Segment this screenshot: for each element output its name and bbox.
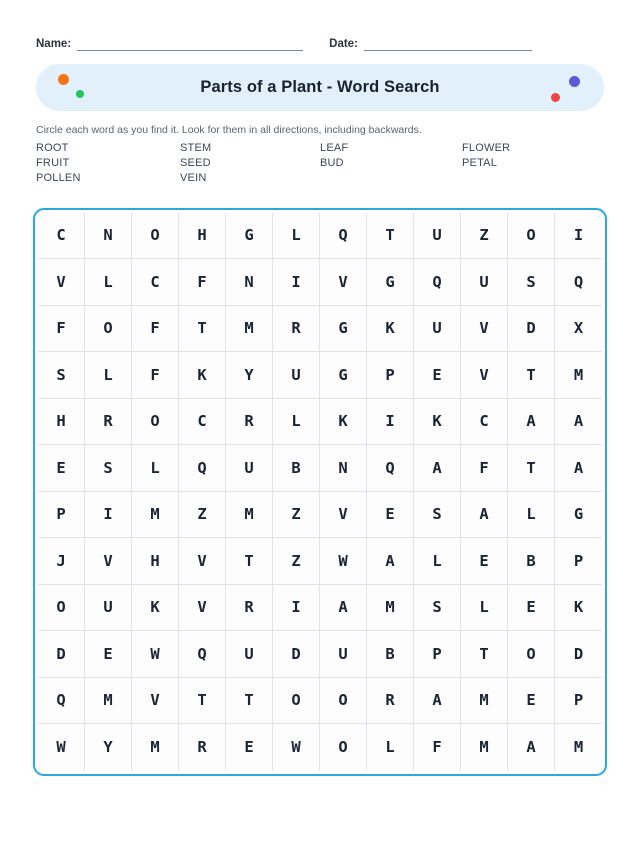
word-list-item[interactable]: LEAF	[320, 142, 349, 154]
grid-cell[interactable]: B	[273, 445, 320, 492]
grid-cell[interactable]: L	[367, 724, 414, 771]
grid-cell[interactable]: Q	[179, 445, 226, 492]
word-search-grid-container	[33, 208, 607, 776]
grid-cell[interactable]: O	[132, 399, 179, 446]
grid-cell[interactable]: L	[414, 538, 461, 585]
grid-cell[interactable]: W	[273, 724, 320, 771]
word-search-grid[interactable]	[38, 213, 602, 771]
grid-cell[interactable]: G	[320, 306, 367, 353]
grid-cell[interactable]: F	[132, 306, 179, 353]
grid-cell[interactable]: K	[320, 399, 367, 446]
grid-cell[interactable]: E	[85, 631, 132, 678]
grid-cell[interactable]: Z	[273, 538, 320, 585]
grid-cell[interactable]: T	[179, 678, 226, 725]
page-title: Parts of a Plant - Word Search	[200, 78, 440, 96]
grid-cell[interactable]: Q	[367, 445, 414, 492]
grid-cell[interactable]: T	[508, 352, 555, 399]
grid-cell[interactable]: A	[508, 399, 555, 446]
grid-cell[interactable]: A	[414, 678, 461, 725]
grid-cell[interactable]: A	[461, 492, 508, 539]
grid-cell[interactable]: R	[367, 678, 414, 725]
word-list-item[interactable]: ROOT	[36, 142, 69, 154]
grid-cell[interactable]: A	[508, 724, 555, 771]
grid-cell[interactable]: V	[461, 352, 508, 399]
grid-cell[interactable]: O	[273, 678, 320, 725]
grid-cell[interactable]: Z	[273, 492, 320, 539]
grid-cell[interactable]: T	[226, 678, 273, 725]
grid-cell[interactable]: Z	[179, 492, 226, 539]
grid-cell[interactable]: C	[38, 213, 85, 260]
grid-cell[interactable]: V	[461, 306, 508, 353]
grid-cell[interactable]: Y	[226, 352, 273, 399]
grid-cell[interactable]: I	[273, 585, 320, 632]
grid-cell[interactable]: A	[367, 538, 414, 585]
grid-cell[interactable]: S	[414, 492, 461, 539]
grid-cell[interactable]: J	[38, 538, 85, 585]
grid-cell[interactable]: V	[85, 538, 132, 585]
grid-cell[interactable]: W	[38, 724, 85, 771]
date-label: Date:	[329, 38, 358, 50]
grid-cell[interactable]: E	[367, 492, 414, 539]
word-list-item[interactable]: STEM	[180, 142, 212, 154]
grid-cell[interactable]: Q	[320, 213, 367, 260]
grid-cell[interactable]: Q	[179, 631, 226, 678]
grid-cell[interactable]: E	[226, 724, 273, 771]
grid-cell[interactable]: P	[414, 631, 461, 678]
grid-cell[interactable]: D	[508, 306, 555, 353]
grid-cell[interactable]: S	[38, 352, 85, 399]
grid-cell[interactable]: S	[508, 259, 555, 306]
grid-cell[interactable]: F	[414, 724, 461, 771]
grid-cell[interactable]: Y	[85, 724, 132, 771]
grid-cell[interactable]: T	[461, 631, 508, 678]
grid-cell[interactable]: W	[320, 538, 367, 585]
grid-cell[interactable]: G	[320, 352, 367, 399]
grid-cell[interactable]: P	[555, 678, 602, 725]
grid-cell[interactable]: M	[226, 306, 273, 353]
grid-cell[interactable]: U	[226, 631, 273, 678]
grid-cell[interactable]: X	[555, 306, 602, 353]
grid-cell[interactable]: T	[508, 445, 555, 492]
grid-cell[interactable]: A	[320, 585, 367, 632]
grid-cell[interactable]: N	[226, 259, 273, 306]
grid-cell[interactable]: R	[85, 399, 132, 446]
grid-cell[interactable]: I	[85, 492, 132, 539]
grid-cell[interactable]: D	[273, 631, 320, 678]
grid-cell[interactable]: P	[38, 492, 85, 539]
grid-cell[interactable]: W	[132, 631, 179, 678]
grid-cell[interactable]: M	[226, 492, 273, 539]
grid-cell[interactable]: O	[132, 213, 179, 260]
grid-cell[interactable]: T	[179, 306, 226, 353]
grid-cell[interactable]: P	[367, 352, 414, 399]
grid-cell[interactable]: U	[414, 213, 461, 260]
grid-cell[interactable]: K	[367, 306, 414, 353]
grid-cell[interactable]: M	[461, 678, 508, 725]
grid-cell[interactable]: Q	[38, 678, 85, 725]
blue-dot-icon	[569, 76, 580, 87]
word-list-item[interactable]: FRUIT	[36, 157, 70, 170]
grid-cell[interactable]: R	[273, 306, 320, 353]
grid-cell[interactable]: C	[461, 399, 508, 446]
grid-cell[interactable]: M	[461, 724, 508, 771]
grid-cell[interactable]: K	[414, 399, 461, 446]
grid-cell[interactable]: E	[508, 585, 555, 632]
grid-cell[interactable]: O	[320, 678, 367, 725]
grid-cell[interactable]: B	[367, 631, 414, 678]
grid-cell[interactable]: M	[555, 352, 602, 399]
grid-cell[interactable]: U	[273, 352, 320, 399]
instructions-text: Circle each word as you find it. Look for them in all directions, including backwards.	[36, 124, 422, 136]
grid-cell[interactable]: H	[179, 213, 226, 260]
grid-cell[interactable]: H	[38, 399, 85, 446]
grid-cell[interactable]: L	[85, 352, 132, 399]
grid-cell[interactable]: F	[132, 352, 179, 399]
grid-cell[interactable]: E	[38, 445, 85, 492]
grid-cell[interactable]: U	[461, 259, 508, 306]
grid-cell[interactable]: U	[320, 631, 367, 678]
grid-cell[interactable]: G	[367, 259, 414, 306]
grid-cell[interactable]: M	[367, 585, 414, 632]
grid-cell[interactable]: U	[226, 445, 273, 492]
grid-cell[interactable]: A	[414, 445, 461, 492]
grid-cell[interactable]: Q	[414, 259, 461, 306]
grid-cell[interactable]: K	[132, 585, 179, 632]
grid-cell[interactable]: E	[461, 538, 508, 585]
date-write-line[interactable]	[364, 37, 532, 51]
grid-cell[interactable]: P	[555, 538, 602, 585]
word-list-item[interactable]: POLLEN	[36, 172, 81, 185]
grid-cell[interactable]: V	[320, 492, 367, 539]
grid-cell[interactable]: D	[555, 631, 602, 678]
grid-cell[interactable]: L	[132, 445, 179, 492]
grid-cell[interactable]: E	[414, 352, 461, 399]
grid-cell[interactable]: O	[508, 631, 555, 678]
grid-cell[interactable]: L	[508, 492, 555, 539]
grid-cell[interactable]: K	[179, 352, 226, 399]
grid-cell[interactable]: I	[555, 213, 602, 260]
grid-cell[interactable]: M	[85, 678, 132, 725]
word-list-item[interactable]: PETAL	[462, 157, 498, 170]
grid-cell[interactable]: O	[85, 306, 132, 353]
grid-cell[interactable]: M	[132, 492, 179, 539]
green-dot-icon	[76, 90, 84, 98]
word-list-item[interactable]: VEIN	[180, 172, 207, 185]
grid-cell[interactable]: T	[226, 538, 273, 585]
grid-cell[interactable]: E	[508, 678, 555, 725]
word-list-item[interactable]: BUD	[320, 157, 344, 170]
name-write-line[interactable]	[77, 37, 303, 51]
grid-cell[interactable]: F	[461, 445, 508, 492]
grid-cell[interactable]: R	[226, 585, 273, 632]
grid-cell[interactable]: F	[179, 259, 226, 306]
grid-cell[interactable]: R	[179, 724, 226, 771]
grid-cell[interactable]: V	[132, 678, 179, 725]
title-banner	[36, 64, 604, 111]
grid-cell[interactable]: V	[179, 538, 226, 585]
orange-dot-icon	[58, 74, 69, 85]
name-label: Name:	[36, 38, 72, 50]
grid-cell[interactable]: V	[38, 259, 85, 306]
date-field-group	[329, 37, 532, 51]
grid-cell[interactable]: C	[132, 259, 179, 306]
grid-cell[interactable]: T	[367, 213, 414, 260]
word-list-item[interactable]: SEED	[180, 157, 211, 170]
grid-cell[interactable]: O	[320, 724, 367, 771]
grid-cell[interactable]: O	[38, 585, 85, 632]
grid-cell[interactable]: G	[226, 213, 273, 260]
grid-cell[interactable]: B	[508, 538, 555, 585]
grid-cell[interactable]: O	[508, 213, 555, 260]
word-list	[36, 141, 604, 187]
grid-cell[interactable]: Z	[461, 213, 508, 260]
grid-cell[interactable]: U	[85, 585, 132, 632]
worksheet-page	[0, 31, 640, 860]
grid-cell[interactable]: R	[226, 399, 273, 446]
grid-cell[interactable]: I	[367, 399, 414, 446]
grid-cell[interactable]: L	[273, 213, 320, 260]
grid-cell[interactable]: D	[38, 631, 85, 678]
grid-cell[interactable]: M	[132, 724, 179, 771]
grid-cell[interactable]: M	[555, 724, 602, 771]
grid-cell[interactable]: L	[461, 585, 508, 632]
red-dot-icon	[551, 93, 560, 102]
name-field-group	[36, 37, 303, 51]
grid-cell[interactable]: S	[85, 445, 132, 492]
grid-cell[interactable]: Q	[555, 259, 602, 306]
grid-cell[interactable]: F	[38, 306, 85, 353]
grid-cell[interactable]: I	[273, 259, 320, 306]
grid-cell[interactable]: C	[179, 399, 226, 446]
grid-cell[interactable]: U	[414, 306, 461, 353]
name-date-row	[0, 31, 640, 51]
word-list-item[interactable]: FLOWER	[462, 142, 511, 154]
grid-cell[interactable]: G	[555, 492, 602, 539]
grid-cell[interactable]: L	[273, 399, 320, 446]
grid-cell[interactable]: L	[85, 259, 132, 306]
grid-cell[interactable]: A	[555, 445, 602, 492]
grid-cell[interactable]: V	[320, 259, 367, 306]
grid-cell[interactable]: V	[179, 585, 226, 632]
grid-cell[interactable]: K	[555, 585, 602, 632]
grid-cell[interactable]: N	[320, 445, 367, 492]
grid-cell[interactable]: S	[414, 585, 461, 632]
grid-cell[interactable]: H	[132, 538, 179, 585]
grid-cell[interactable]: A	[555, 399, 602, 446]
grid-cell[interactable]: N	[85, 213, 132, 260]
